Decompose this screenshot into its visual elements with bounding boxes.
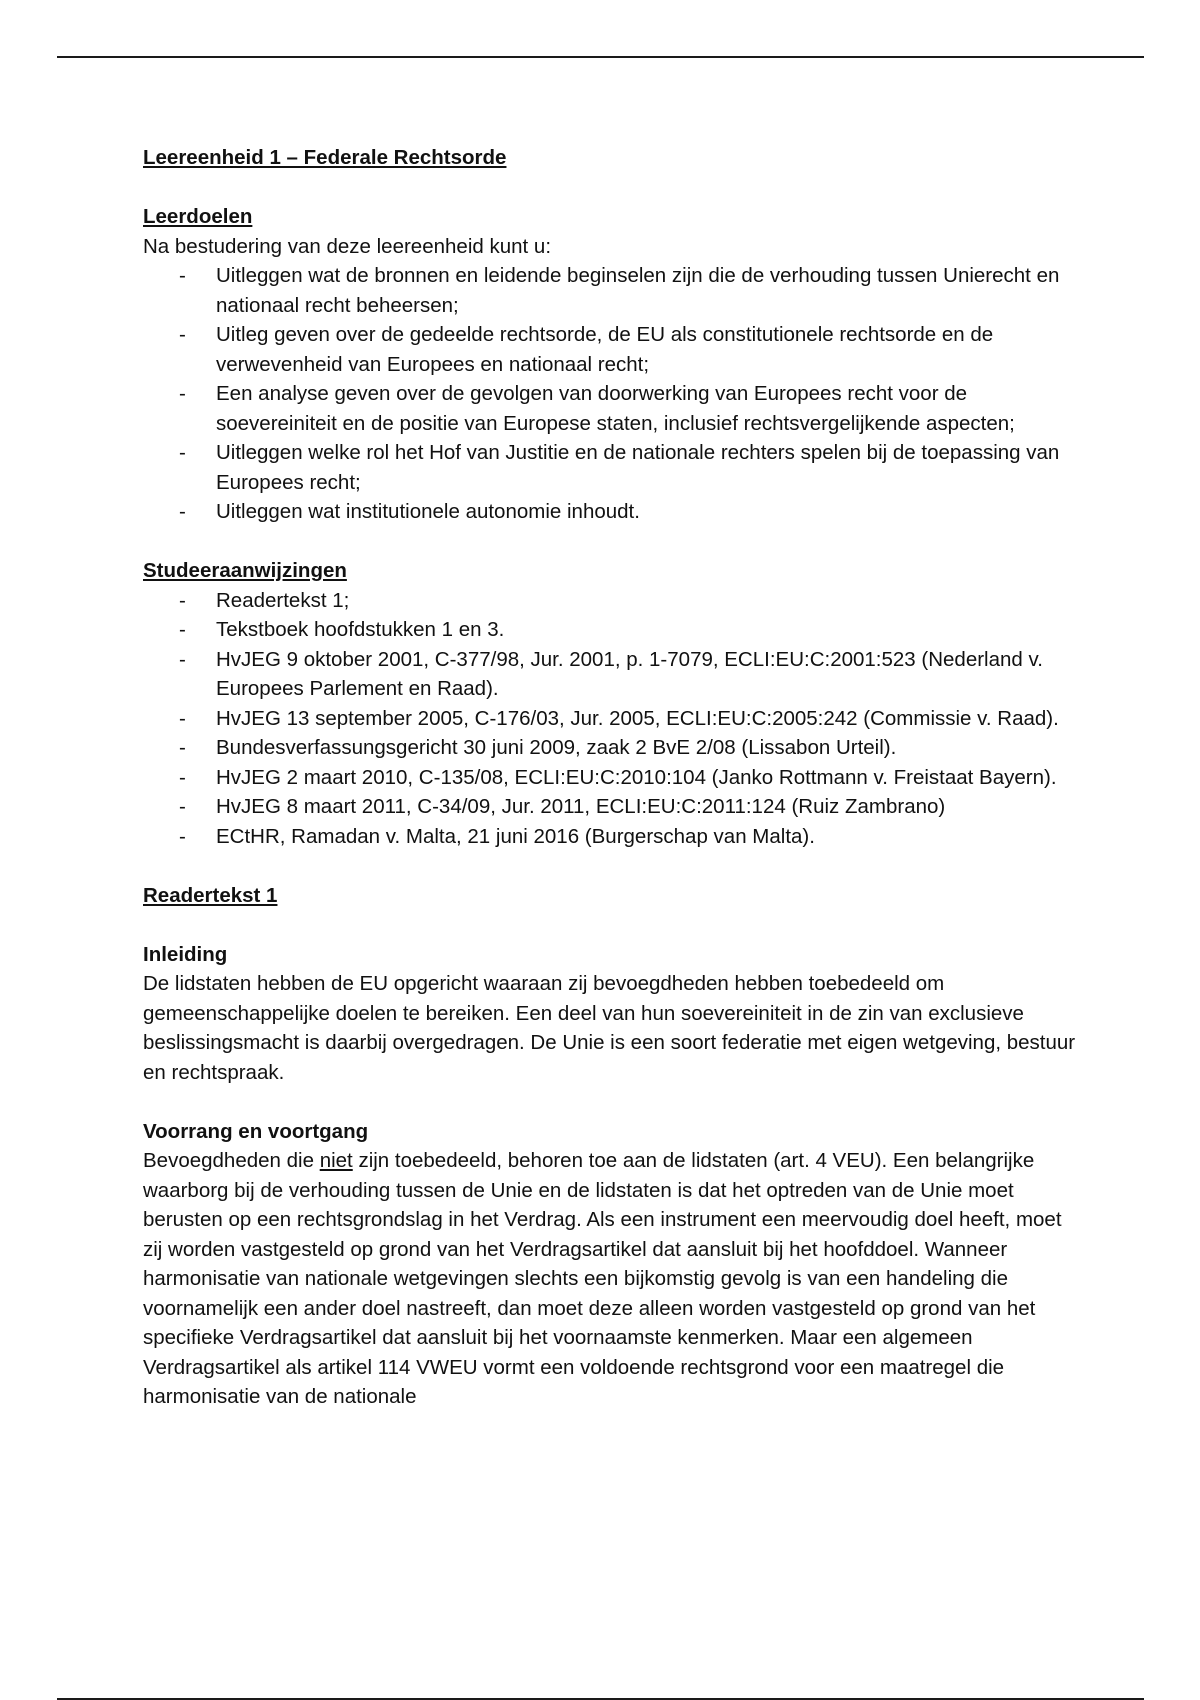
dash-bullet: - [179,264,186,287]
dash-bullet: - [179,795,186,818]
underlined-word: niet [319,1149,353,1172]
list-item: - HvJEG 8 maart 2011, C-34/09, Jur. 2011, ECLI:EU:C:2011:124 (Ruiz Zambrano) [143,792,1083,822]
list-item: - ECtHR, Ramadan v. Malta, 21 juni 2016 (Burgerschap van Malta). [143,822,1083,852]
dash-bullet: - [179,647,186,671]
dash-bullet: - [179,824,186,848]
inleiding-paragraph: De lidstaten hebben de EU opgericht waaraan zij bevoegdheden hebben toebedeeld om gemeenschappelijke doelen te bereiken. Een deel van hun soevereiniteit in de zin van exclusieve beslissingsmacht is daarbij overgedragen. De Unie is een soort federatie met eigen wetgeving, bestuur en rechtspraak. [143,972,1076,1084]
list-item: - Een analyse geven over de gevolgen van doorwerking van Europees recht voor de soevereiniteit en de positie van Europese staten, inclusief rechtsvergelijkende aspecten; [143,379,1083,438]
readertekst-heading: Readertekst 1 [143,883,278,907]
dash-bullet: - [179,588,186,612]
dash-bullet: - [179,500,186,523]
list-item: - HvJEG 13 september 2005, C-176/03, Jur. 2005, ECLI:EU:C:2005:242 (Commissie v. Raad). [143,704,1083,734]
leerdoelen-heading: Leerdoelen [143,205,253,228]
document-body [143,143,1083,1412]
list-item: - Readertekst 1; [143,586,1083,616]
studeeraanwijzingen-list [143,586,1083,852]
dash-bullet: - [179,441,186,464]
list-item: - Uitleggen wat institutionele autonomie inhoudt. [143,497,1083,527]
list-item: - HvJEG 2 maart 2010, C-135/08, ECLI:EU:C:2010:104 (Janko Rottmann v. Freistaat Bayern). [143,763,1083,793]
header-rule [57,56,1144,58]
list-item: - Tekstboek hoofdstukken 1 en 3. [143,615,1083,645]
list-item: - Uitleg geven over de gedeelde rechtsorde, de EU als constitutionele rechtsorde en de verwevenheid van Europees en nationaal recht; [143,320,1083,379]
list-item: - Bundesverfassungsgericht 30 juni 2009, zaak 2 BvE 2/08 (Lissabon Urteil). [143,733,1083,763]
dash-bullet: - [179,736,186,759]
leerdoelen-intro: Na bestudering van deze leereenheid kunt u: [143,234,552,258]
dash-bullet: - [179,765,186,789]
dash-bullet: - [179,323,186,346]
list-item: - HvJEG 9 oktober 2001, C-377/98, Jur. 2001, p. 1-7079, ECLI:EU:C:2001:523 (Nederland v. Europees Parlement en Raad). [143,645,1083,704]
voorrang-paragraph: Bevoegdheden die niet zijn toebedeeld, behoren toe aan de lidstaten (art. 4 VEU). Een belangrijke waarborg bij de verhouding tussen de Unie en de lidstaten is dat het optreden van de Unie moet berusten op een rechtsgrondslag in het Verdrag. Als een instrument een meervoudig doel heeft, moet zij worden vastgesteld op grond van het Verdragsartikel dat aansluit bij het hoofddoel. Wanneer harmonisatie van nationale wetgevingen slechts een bijkomstig gevolg is van een handeling die voornamelijk een ander doel nastreeft, dan moet deze alleen worden vastgesteld op grond van het specifieke Verdragsartikel dat aansluit bij het voornaamste kenmerken. Maar een algemeen Verdragsartikel als artikel 114 VWEU vormt een voldoende rechtsgrond voor een maatregel die harmonisatie van de nationale [143,1149,1062,1408]
voorrang-heading: Voorrang en voortgang [143,1119,369,1143]
dash-bullet: - [179,706,186,730]
dash-bullet: - [179,618,186,641]
dash-bullet: - [179,382,186,405]
list-item: - Uitleggen welke rol het Hof van Justitie en de nationale rechters spelen bij de toepassing van Europees recht; [143,438,1083,497]
studeeraanwijzingen-heading: Studeeraanwijzingen [143,559,347,582]
leerdoelen-list [143,261,1083,527]
list-item: - Uitleggen wat de bronnen en leidende beginselen zijn die de verhouding tussen Unierecht en nationaal recht beheersen; [143,261,1083,320]
document-title: Leereenheid 1 – Federale Rechtsorde [143,146,507,169]
inleiding-heading: Inleiding [143,942,228,966]
